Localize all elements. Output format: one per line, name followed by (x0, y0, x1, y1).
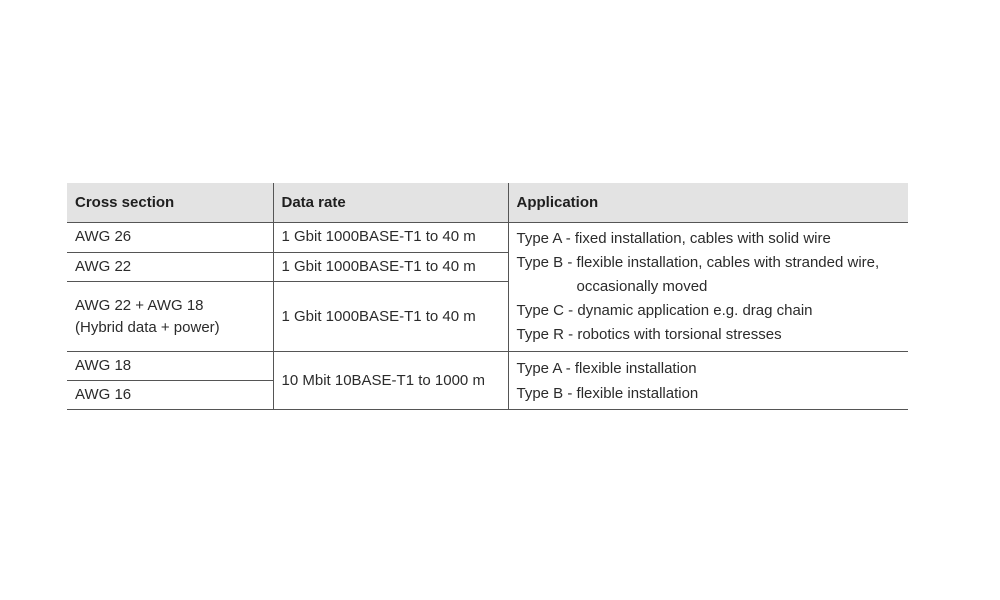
cross-section-note: (Hybrid data + power) (75, 318, 220, 336)
table-row (67, 352, 908, 381)
cable-spec-table (67, 183, 908, 410)
cell-data-rate-group-2: 10 Mbit 10BASE-T1 to 1000 m (273, 352, 508, 410)
table-header-row (67, 183, 908, 223)
cell-application-group-2 (508, 352, 908, 410)
cell-application-group-1 (508, 223, 908, 352)
application-line: Type R - robotics with torsional stresses (516, 326, 782, 343)
cell-cross-section: AWG 26 (67, 223, 273, 253)
cell-cross-section: AWG 16 (67, 381, 273, 410)
cell-cross-section (67, 282, 273, 352)
header-application: Application (508, 183, 908, 223)
application-line-continuation: occasionally moved (576, 278, 708, 295)
header-data-rate: Data rate (273, 183, 508, 223)
cell-data-rate: 1 Gbit 1000BASE-T1 to 40 m (273, 282, 508, 352)
application-line: Type B - flexible installation, cables with stranded wire, (516, 254, 880, 271)
cell-cross-section: AWG 18 (67, 352, 273, 381)
cross-section-line: AWG 22 + AWG 18 (75, 296, 204, 314)
cell-data-rate: 1 Gbit 1000BASE-T1 to 40 m (273, 223, 508, 253)
application-line: Type A - fixed installation, cables with solid wire (516, 230, 831, 247)
table-row (67, 223, 908, 253)
cell-cross-section: AWG 22 (67, 252, 273, 282)
application-line: Type B - flexible installation (516, 384, 699, 402)
application-line: Type C - dynamic application e.g. drag chain (516, 302, 813, 319)
cell-data-rate: 1 Gbit 1000BASE-T1 to 40 m (273, 252, 508, 282)
header-cross-section: Cross section (67, 183, 273, 223)
application-line: Type A - flexible installation (516, 359, 697, 377)
